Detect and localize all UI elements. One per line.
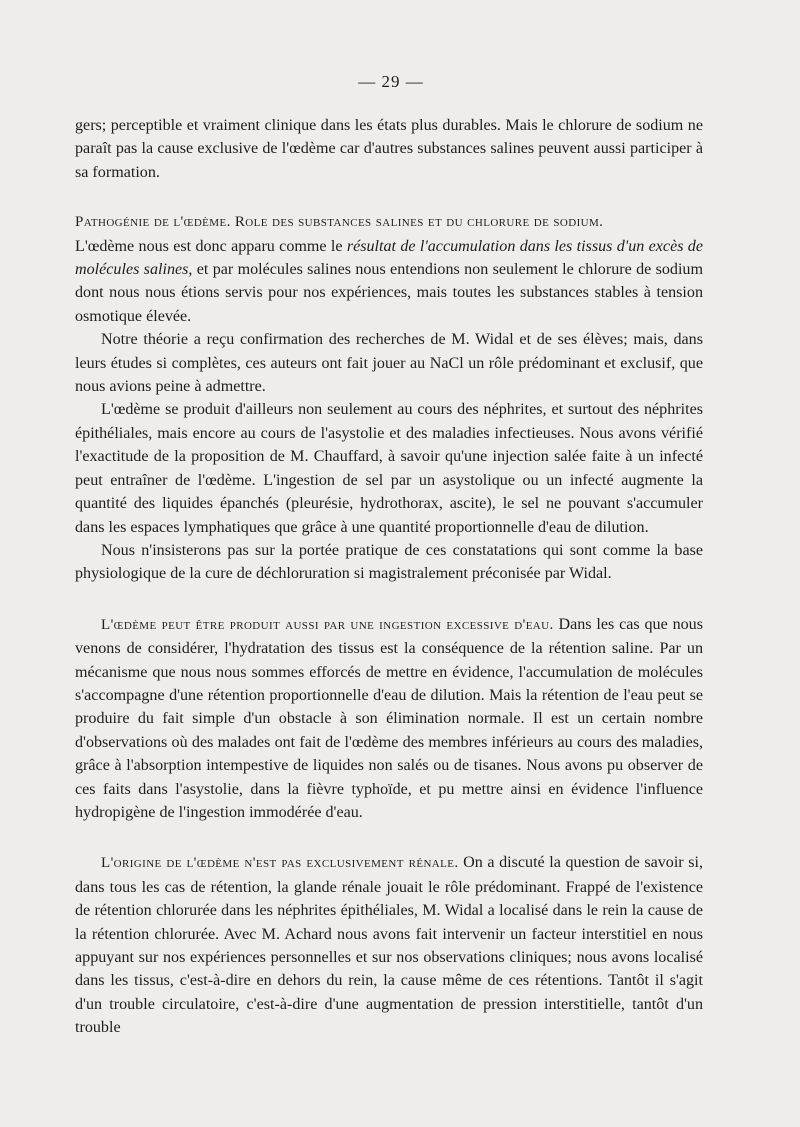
section-heading-pathogenie: Pathogénie de l'œdème. Role des substances salines et du chlorure de sodium. [75, 214, 604, 231]
section-origine-renale [75, 851, 703, 1039]
paragraph-widal: Notre théorie a reçu confirmation des recherches de M. Widal et de ses élèves; mais, dans leurs études si complètes, ces auteurs ont fait jouer au NaCl un rôle prédominant et exclusif, que nous avions peine à admettre. [75, 331, 703, 396]
paragraph-nephrites: L'œdème se produit d'ailleurs non seulement au cours des néphrites, et surtout des néphrites épithéliales, mais encore au cours de l'asystolie et des maladies infectieuses. Nous avons vérifié l'exactitude de la proposition de M. Chauffard, à savoir qu'une injection salée faite à un infecté peut entraîner de l'œdème. L'ingestion de sel par un asystolique ou un infecté augmente la quantité des liquides épanchés (pleurésie, hydrothorax, ascite), le sel ne pouvant s'accumuler dans les espaces lymphatiques que grâce à une quantité proportionnelle d'eau de dilution. [75, 401, 703, 536]
paragraph-text: Dans les cas que nous venons de considérer, l'hydratation des tissus est la conséquence de la rétention saline. Par un mécanisme que nous nous sommes efforcés de mettre en évidence, l'accumulation de molécules s'accompagne d'une rétention proportionnelle d'eau de dilution. Mais la rétention de l'eau peut se produire du fait simple d'un obstacle à son élimination normale. Il est un certain nombre d'observations où des malades ont fait de l'œdème des membres inférieurs au cours des maladies, grâce à l'absorption intempestive de liquides non salés ou de tisanes. Nous avons pu observer de ces faits dans l'asystolie, dans la fièvre typhoïde, et pu mettre ainsi en évidence l'influence hydropigène de l'ingestion immodérée d'eau. [75, 615, 703, 821]
section-pathogenie [75, 211, 703, 586]
paragraph-text: , et par molécules salines nous entendions non seulement le chlorure de sodium dont nous nous étions servis pour nos expériences, mais toutes les substances stables à tension osmotique élevée. [75, 261, 703, 325]
page-number: — 29 — [358, 72, 424, 91]
section-heading-origine: L'origine de l'œdème n'est pas exclusivement rénale. [101, 855, 459, 872]
intro-paragraph: gers; perceptible et vraiment clinique dans les états plus durables. Mais le chlorure de sodium ne paraît pas la cause exclusive de l'œdème car d'autres substances salines peuvent aussi participer à sa formation. [75, 117, 703, 181]
section-ingestion-eau [75, 613, 703, 825]
paragraph-text: L'œdème nous est donc apparu comme le [75, 237, 347, 255]
paragraph-ingestion-eau [75, 613, 703, 825]
paragraph-dechloruration: Nous n'insisterons pas sur la portée pratique de ces constatations qui sont comme la base physiologique de la cure de déchloruration si magistralement préconisée par Widal. [75, 541, 703, 583]
italic-emphasis: résultat de l'accumulation dans les tissus d'un excès de molécules salines [75, 237, 703, 279]
paragraph-origine-renale [75, 851, 703, 1039]
paragraph-oedeme-theorie [75, 235, 703, 329]
paragraph-text: On a discuté la question de savoir si, dans tous les cas de rétention, la glande rénale jouait le rôle prédominant. Frappé de l'existence de rétention chlorurée dans les néphrites épithéliales, M. Widal a localisé dans le rein la cause de la rétention chlorurée. Avec M. Achard nous avons fait intervenir un facteur interstitiel en nous appuyant sur nos expériences personnelles et sur nos observations cliniques; nous avons localisé dans les tissus, c'est-à-dire en dehors du rein, la cause même de ces rétentions. Tantôt il s'agit d'un trouble circulatoire, c'est-à-dire d'une augmentation de pression interstitielle, tantôt d'un trouble [75, 854, 704, 1037]
section-heading-ingestion: L'œdème peut être produit aussi par une ingestion excessive d'eau. [101, 616, 554, 633]
